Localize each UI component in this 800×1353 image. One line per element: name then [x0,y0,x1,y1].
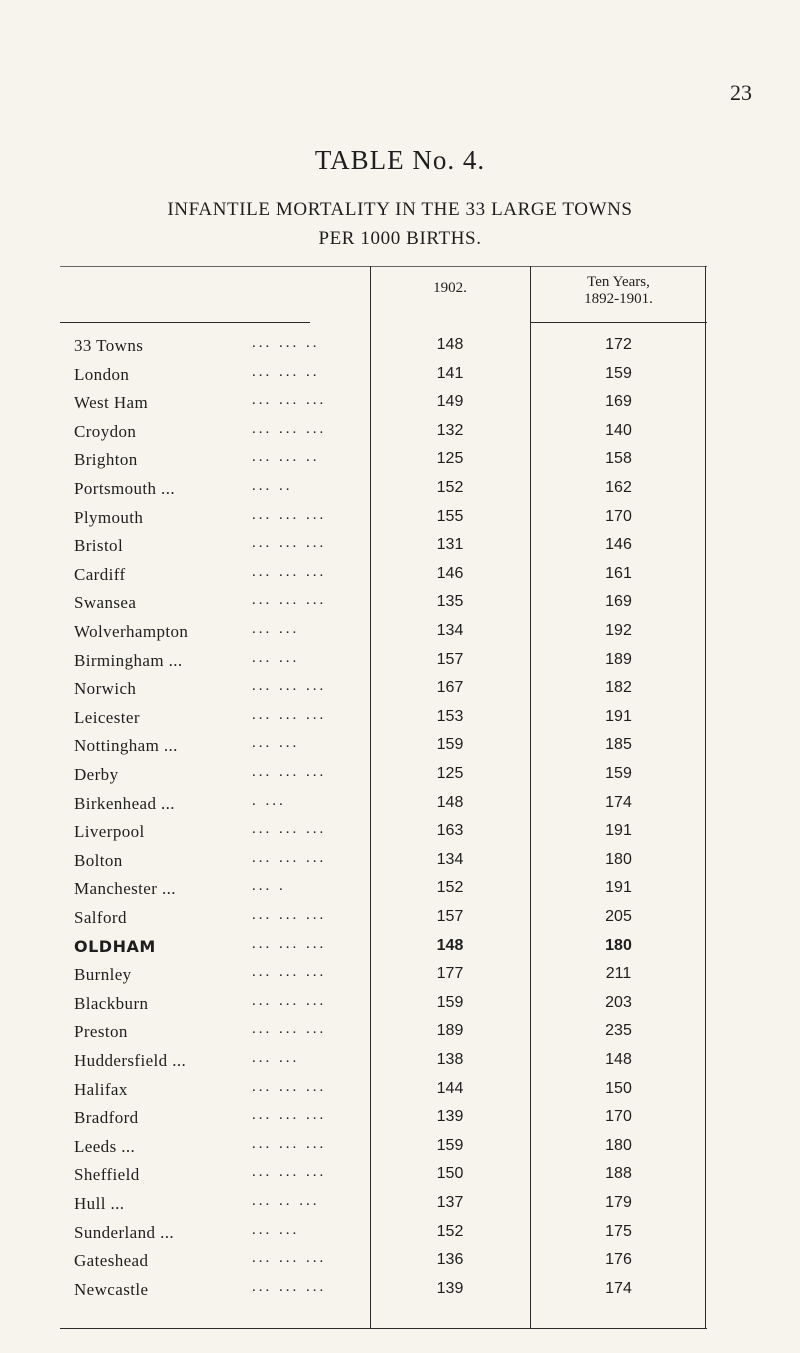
town-name: London [74,364,130,384]
value-ten-years: 188 [605,1165,632,1183]
value-ten-years: 211 [605,965,632,983]
column-header-1902: 1902. [433,280,467,296]
town-name: Liverpool [74,822,145,842]
leader-dots: ... ... ... [252,1078,327,1095]
value-1902: 139 [436,1108,464,1126]
leader-dots: ... ... ... [252,907,327,923]
value-ten-years: 146 [605,536,632,554]
value-1902: 135 [436,593,464,611]
leader-dots: ... ... ... [252,992,327,1009]
leader-dots: ... ... [252,621,300,637]
leader-dots: ... ... ... [252,420,327,437]
leader-dots: ... ... ... [252,1021,327,1038]
value-ten-years: 161 [605,564,632,582]
town-name: Gateshead [74,1251,149,1271]
table-row [60,704,707,733]
leader-dots: ... ... ... [252,1107,327,1124]
table-row [60,446,707,475]
value-ten-years: 140 [605,421,632,439]
table-row [60,1018,707,1047]
value-ten-years: 169 [605,393,632,411]
value-ten-years: 191 [605,822,632,840]
leader-dots: ... ... .. [252,335,320,351]
table-row [60,1104,707,1133]
value-1902: 148 [436,936,464,954]
value-ten-years: 189 [605,650,632,668]
value-1902: 136 [436,1251,464,1269]
table-subtitle: INFANTILE MORTALITY IN THE 33 LARGE TOWNS [167,199,633,220]
value-1902: 157 [436,908,464,925]
value-ten-years: 191 [605,879,632,897]
leader-dots: ... ... ... [252,821,327,838]
value-ten-years: 185 [605,736,632,754]
leader-dots: ... ... .. [252,449,320,466]
value-1902: 157 [436,650,464,668]
town-name: Blackburn [74,993,149,1013]
leader-dots: ... ... ... [252,706,327,723]
value-1902: 163 [436,822,464,840]
value-1902: 137 [436,1194,464,1211]
table-row [60,1076,707,1105]
value-1902: 152 [436,479,464,496]
town-name: Wolverhampton [74,622,189,641]
value-1902: 150 [436,1165,464,1183]
town-name: Huddersfield ... [74,1051,187,1070]
table-row [60,475,707,504]
leader-dots: ... ... ... [252,964,327,981]
leader-dots: ... ... ... [252,535,327,552]
value-1902: 159 [436,736,464,754]
town-name: Preston [74,1022,128,1042]
leader-dots: ... ... [252,1050,300,1066]
table-row [60,904,707,933]
leader-dots: ... ... ... [252,849,327,866]
leader-dots: ... ... ... [252,1135,327,1152]
column-header-ten-years-line2: 1892-1901. [584,291,653,307]
value-ten-years: 162 [605,479,632,496]
table-row [60,1276,707,1305]
value-ten-years: 148 [605,1051,632,1068]
table-row [60,818,707,847]
column-header-ten-years [530,274,707,308]
value-ten-years: 172 [605,336,632,353]
table-row [60,961,707,990]
value-ten-years: 170 [605,1108,632,1126]
town-name: Newcastle [74,1279,149,1299]
table-row [60,1190,707,1219]
value-1902: 159 [436,993,464,1011]
table-row [60,732,707,761]
table-row [60,589,707,618]
town-name: Leicester [74,707,140,727]
table-row [60,418,707,447]
value-1902: 139 [436,1279,464,1297]
value-ten-years: 180 [605,1136,632,1154]
town-name: Derby [74,765,119,784]
table-row [60,933,707,962]
table-row [60,532,707,561]
town-name: Hull ... [74,1194,125,1213]
table-row [60,1219,707,1248]
town-name: Burnley [74,965,132,985]
town-name: Plymouth [74,507,144,527]
table-row [60,675,707,704]
table-top-rule [60,266,707,267]
town-name: Brighton [74,450,138,470]
value-ten-years: 192 [605,622,632,639]
town-name: Bristol [74,536,124,556]
value-1902: 138 [436,1051,464,1068]
value-ten-years: 176 [605,1251,632,1269]
value-1902: 148 [436,793,464,811]
value-1902: 141 [436,364,464,382]
town-name: Cardiff [74,564,126,584]
value-ten-years: 182 [605,679,632,697]
value-1902: 152 [436,879,464,897]
mortality-table [60,266,707,1329]
value-ten-years: 150 [605,1079,632,1097]
value-1902: 153 [436,707,464,725]
table-row [60,790,707,819]
table-row [60,332,707,361]
value-1902: 146 [436,564,464,582]
town-name: Salford [74,908,127,927]
table-row [60,618,707,647]
value-1902: 155 [436,507,464,525]
leader-dots: ... ... .. [252,363,320,380]
value-ten-years: 180 [605,936,632,954]
value-1902: 132 [436,421,464,439]
value-ten-years: 175 [605,1222,632,1240]
leader-dots: ... ... ... [252,563,327,580]
value-ten-years: 170 [605,507,632,525]
town-name: Norwich [74,679,137,699]
town-name: Birmingham ... [74,650,183,670]
town-name: OLDHAM [74,936,156,956]
header-rule [60,322,310,323]
table-row [60,1247,707,1276]
town-name: West Ham [74,393,149,413]
town-name: Sunderland ... [74,1222,175,1242]
table-row [60,361,707,390]
town-name: 33 Towns [74,336,144,355]
leader-dots: ... ... ... [252,1278,327,1295]
value-ten-years: 180 [605,850,632,868]
value-1902: 167 [436,679,464,697]
value-1902: 152 [436,1222,464,1240]
value-ten-years: 158 [605,450,632,468]
leader-dots: ... .. [252,478,293,494]
town-name: Swansea [74,593,137,613]
town-name: Nottingham ... [74,736,178,756]
table-row [60,504,707,533]
table-title: TABLE No. 4. [314,145,486,175]
value-1902: 159 [436,1136,464,1154]
leader-dots: ... ... ... [252,392,327,409]
town-name: Sheffield [74,1165,140,1185]
value-1902: 134 [436,850,464,868]
table-row [60,1133,707,1162]
value-ten-years: 169 [605,593,632,611]
leader-dots: . ... [252,792,286,809]
leader-dots: ... ... ... [252,1164,327,1181]
leader-dots: ... ... ... [252,935,327,952]
table-row [60,847,707,876]
leader-dots: ... . [252,878,286,895]
town-name: Leeds ... [74,1136,136,1156]
town-name: Croydon [74,421,137,441]
value-1902: 149 [436,393,464,411]
value-ten-years: 191 [605,707,632,725]
value-1902: 144 [436,1079,464,1097]
town-name: Bradford [74,1108,139,1128]
leader-dots: ... ... ... [252,1250,327,1267]
table-row [60,647,707,676]
value-1902: 177 [436,965,464,983]
header-rule [530,322,707,323]
value-ten-years: 179 [605,1194,632,1211]
town-name: Portsmouth ... [74,479,176,498]
value-ten-years: 174 [605,793,632,811]
value-ten-years: 203 [605,993,632,1011]
leader-dots: ... .. ... [252,1193,320,1209]
table-row [60,761,707,790]
value-1902: 125 [436,450,464,468]
value-ten-years: 159 [605,765,632,782]
table-subtitle-units: PER 1000 BIRTHS. [318,228,482,249]
leader-dots: ... ... ... [252,506,327,523]
leader-dots: ... ... [252,735,300,752]
value-ten-years: 159 [605,364,632,382]
table-row [60,1047,707,1076]
table-row [60,1161,707,1190]
value-1902: 131 [436,536,464,554]
table-row [60,990,707,1019]
value-ten-years: 174 [605,1279,632,1297]
town-name: Bolton [74,850,123,870]
value-1902: 189 [436,1022,464,1040]
town-name: Manchester ... [74,879,176,899]
town-name: Halifax [74,1079,128,1099]
leader-dots: ... ... [252,1221,300,1238]
value-1902: 125 [436,765,464,782]
table-row [60,389,707,418]
table-row [60,561,707,590]
leader-dots: ... ... [252,649,300,666]
value-ten-years: 235 [605,1022,632,1040]
value-1902: 134 [436,622,464,639]
value-ten-years: 205 [605,908,632,925]
town-name: Birkenhead ... [74,793,175,813]
leader-dots: ... ... ... [252,764,327,780]
leader-dots: ... ... ... [252,678,327,695]
value-1902: 148 [436,336,464,353]
column-header-ten-years-line1: Ten Years, [587,274,650,290]
table-row [60,875,707,904]
leader-dots: ... ... ... [252,592,327,609]
page-number: 23 [730,80,752,105]
